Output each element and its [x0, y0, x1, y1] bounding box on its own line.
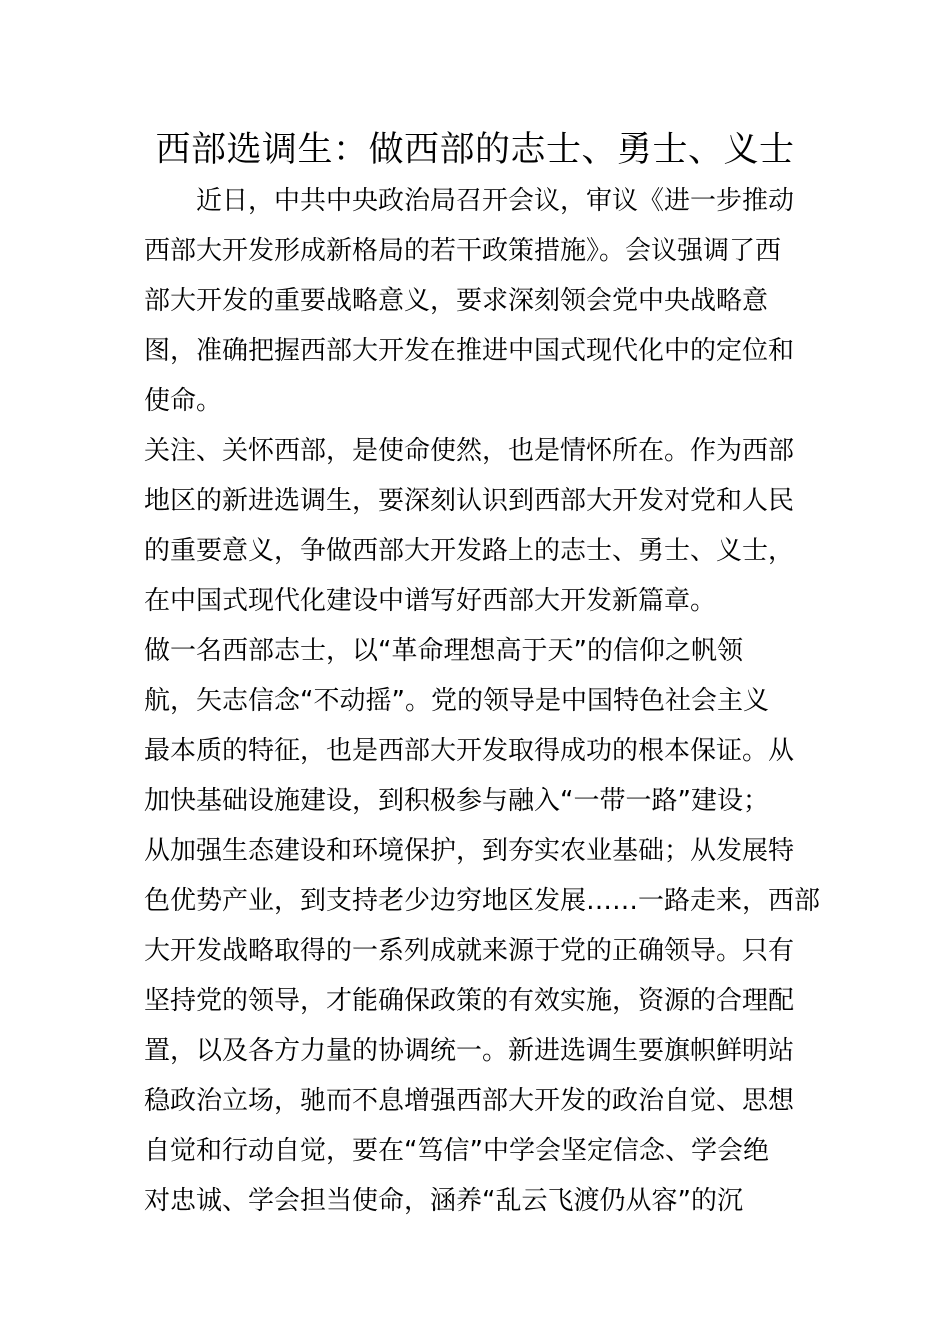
- document-body: [144, 176, 821, 1226]
- text-line: 稳政治立场，驰而不息增强西部大开发的政治自觉、思想: [144, 1086, 795, 1116]
- document-title: 西部选调生：做西部的志士、勇士、义士: [155, 130, 795, 170]
- text-line: 在中国式现代化建设中谱写好西部大开发新篇章。: [144, 586, 717, 616]
- text-line: 图，准确把握西部大开发在推进中国式现代化中的定位和: [144, 336, 795, 366]
- paragraph-2: [144, 426, 808, 626]
- text-line: 西部大开发形成新格局的若干政策措施》。会议强调了西: [144, 236, 782, 266]
- text-line: 关注、关怀西部，是使命使然，也是情怀所在。作为西部: [144, 436, 795, 466]
- text-line: 的重要意义，争做西部大开发路上的志士、勇士、义士，: [144, 536, 795, 566]
- text-line: 色优势产业，到支持老少边穷地区发展……一路走来，西部: [144, 886, 821, 916]
- text-line: 地区的新进选调生，要深刻认识到西部大开发对党和人民: [144, 486, 795, 516]
- text-line: 自觉和行动自觉，要在“笃信”中学会坚定信念、学会绝: [144, 1136, 769, 1166]
- text-line: 部大开发的重要战略意义，要求深刻领会党中央战略意: [144, 286, 769, 316]
- paragraph-3: [144, 626, 821, 1226]
- text-line: 做一名西部志士，以“革命理想高于天”的信仰之帆领: [144, 636, 743, 666]
- text-line: 坚持党的领导，才能确保政策的有效实施，资源的合理配: [144, 986, 795, 1016]
- text-line: 从加强生态建设和环境保护，到夯实农业基础；从发展特: [144, 836, 795, 866]
- text-line: 置，以及各方力量的协调统一。新进选调生要旗帜鲜明站: [144, 1036, 795, 1066]
- text-line: 对忠诚、学会担当使命，涵养“乱云飞渡仍从容”的沉: [144, 1186, 743, 1216]
- text-line: 近日，中共中央政治局召开会议，审议《进一步推动: [144, 186, 795, 216]
- text-line: 最本质的特征，也是西部大开发取得成功的根本保证。从: [144, 736, 795, 766]
- text-line: 使命。: [144, 386, 223, 416]
- text-line: 大开发战略取得的一系列成就来源于党的正确领导。只有: [144, 936, 795, 966]
- text-line: 航，矢志信念“不动摇”。党的领导是中国特色社会主义: [144, 686, 769, 716]
- paragraph-1: [144, 176, 808, 426]
- text-line: 加快基础设施建设，到积极参与融入“一带一路”建设；: [144, 786, 769, 816]
